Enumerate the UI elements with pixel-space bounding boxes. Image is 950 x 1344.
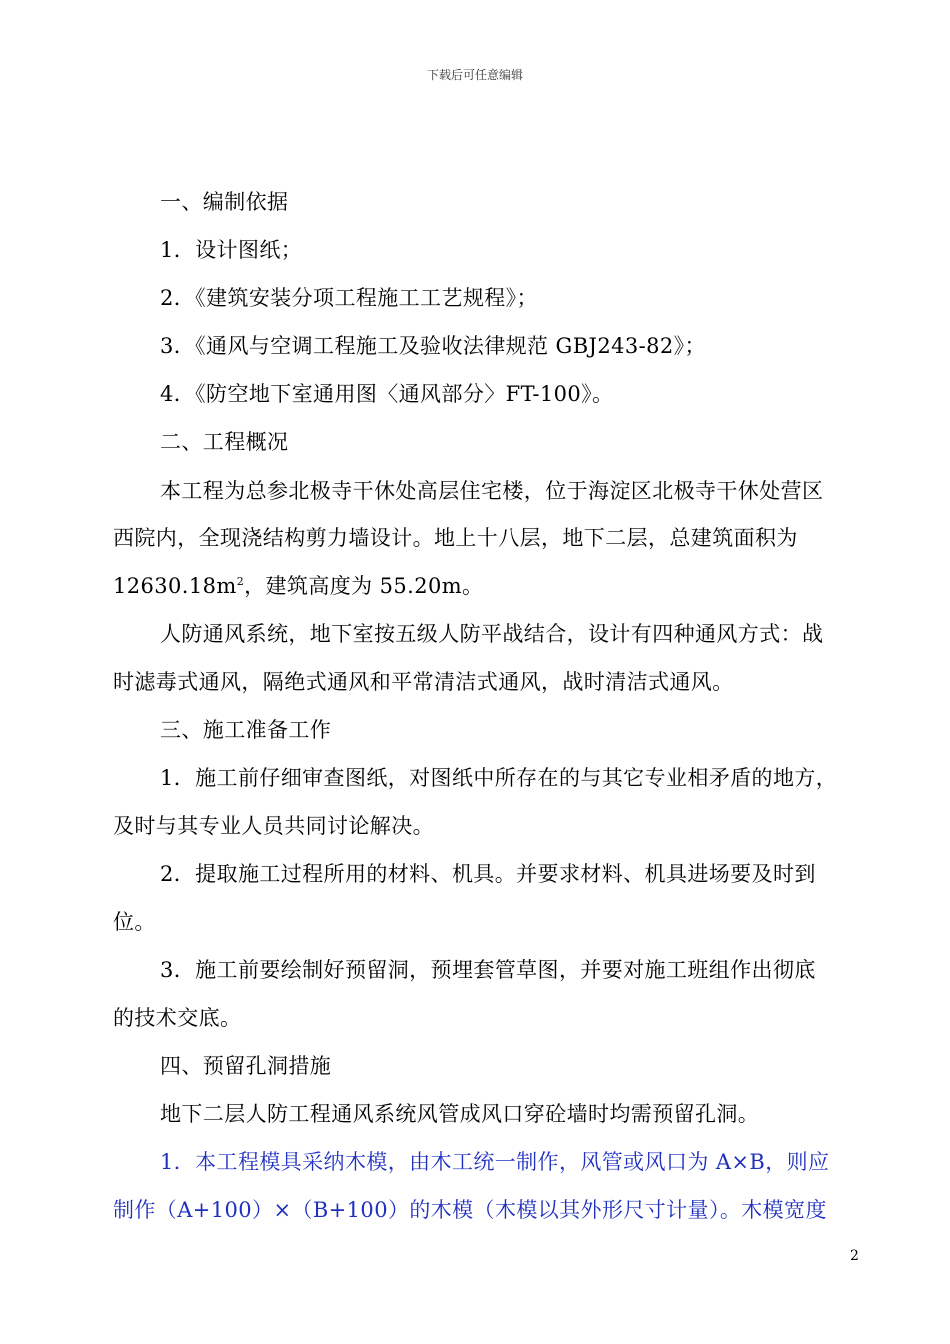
paragraph-line: 及时与其专业人员共同讨论解决。 [113,814,434,838]
list-item: 3．《通风与空调工程施工及验收法律规范 GBJ243-82》； [160,334,706,358]
paragraph-line [113,572,863,600]
paragraph-line-blue: 1．本工程模具采纳木模，由木工统一制作，风管或风口为 A×B，则应 [160,1150,830,1174]
paragraph-line: 位。 [113,910,156,934]
height-text: ，建筑高度为 55.20m。 [244,574,484,598]
paragraph-line: 3．施工前要绘制好预留洞，预埋套管草图，并要对施工班组作出彻底 [160,958,816,982]
paragraph-line: 2．提取施工过程所用的材料、机具。并要求材料、机具进场要及时到 [160,862,816,886]
paragraph-line: 1．施工前仔细审查图纸，对图纸中所存在的与其它专业相矛盾的地方， [160,766,838,790]
list-item: 2．《建筑安装分项工程施工工艺规程》； [160,286,538,310]
section-heading-3: 三、施工准备工作 [160,718,332,742]
paragraph-line: 西院内，全现浇结构剪力墙设计。地上十八层，地下二层，总建筑面积为 [113,526,798,550]
section-heading-2: 二、工程概况 [160,430,289,454]
paragraph-line: 人防通风系统，地下室按五级人防平战结合，设计有四种通风方式：战 [160,622,824,646]
paragraph-line: 时滤毒式通风，隔绝式通风和平常清洁式通风，战时清洁式通风。 [113,670,734,694]
list-item: 4．《防空地下室通用图〈通风部分〉FT-100》。 [160,382,614,406]
paragraph-line: 地下二层人防工程通风系统风管成风口穿砼墙时均需预留孔洞。 [160,1102,760,1126]
area-superscript: 2 [236,575,245,588]
section-heading-4: 四、预留孔洞措施 [160,1054,332,1078]
page-header: 下载后可任意编辑 [426,68,523,82]
page-number: 2 [850,1248,859,1264]
paragraph-line-blue: 制作（A+100）×（B+100）的木模（木模以其外形尺寸计量）。木模宽度 [113,1198,827,1222]
area-value: 12630.18m [113,574,237,598]
list-item: 1．设计图纸； [160,238,303,262]
paragraph-line: 的技术交底。 [113,1006,242,1030]
paragraph-line: 本工程为总参北极寺干休处高层住宅楼，位于海淀区北极寺干休处营区 [160,479,824,503]
section-heading-1: 一、编制依据 [160,190,289,214]
